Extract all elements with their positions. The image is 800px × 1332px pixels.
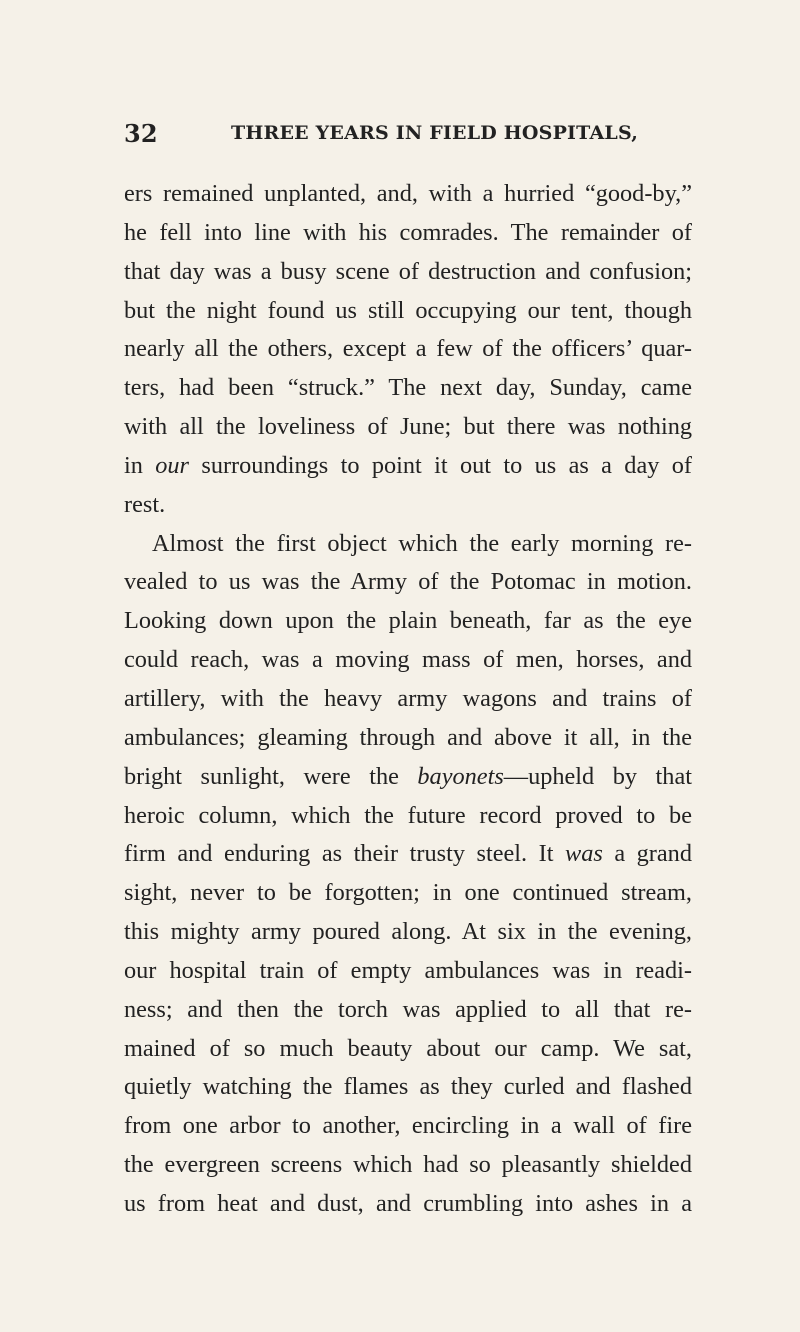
paragraph-start-line: Almost the first object which the early morning re-: [152, 529, 692, 557]
text-line: but the night found us still occupying our tent, though: [124, 296, 692, 324]
page-header: [124, 111, 684, 151]
text-line: ness; and then the torch was applied to all that re-: [124, 995, 692, 1023]
italic-text: bayonets: [417, 762, 504, 790]
text-line: mained of so much beauty about our camp. We sat,: [124, 1034, 692, 1062]
text-line: [124, 758, 692, 797]
page-number: 32: [124, 119, 158, 148]
text-line: nearly all the others, except a few of the officers’ quar-: [124, 335, 692, 363]
text-segment: in: [124, 451, 156, 479]
text-line: [124, 447, 692, 486]
text-line: quietly watching the flames as they curled and flashed: [124, 1073, 692, 1101]
text-segment: —upheld by that: [503, 762, 692, 790]
text-line: us from heat and dust, and crumbling into ashes in a: [124, 1189, 692, 1217]
text-line: sight, never to be forgotten; in one continued stream,: [124, 879, 692, 907]
text-line: artillery, with the heavy army wagons and trains of: [124, 684, 692, 712]
text-line: ers remained unplanted, and, with a hurried “good-by,”: [124, 180, 692, 207]
text-line: this mighty army poured along. At six in the evening,: [124, 918, 692, 946]
text-line: ters, had been “struck.” The next day, Sunday, came: [124, 374, 692, 402]
text-line: vealed to us was the Army of the Potomac in motion.: [124, 568, 692, 596]
text-line: from one arbor to another, encircling in a wall of fire: [124, 1112, 692, 1140]
text-line: could reach, was a moving mass of men, horses, and: [124, 646, 692, 674]
running-head: THREE YEARS IN FIELD HOSPITALS,: [231, 122, 639, 144]
text-line: ambulances; gleaming through and above it all, in the: [124, 723, 692, 751]
paragraph-end-line: rest.: [124, 490, 166, 518]
text-line: Looking down upon the plain beneath, far as the eye: [124, 607, 692, 635]
text-line: with all the loveliness of June; but there was nothing: [124, 413, 692, 441]
text-segment: surroundings to point it out to us as a day of: [189, 451, 692, 479]
text-segment: a grand: [602, 840, 692, 868]
body-text: [124, 175, 692, 1224]
text-line: our hospital train of empty ambulances was in readi-: [124, 956, 692, 984]
text-line: heroic column, which the future record proved to be: [124, 801, 692, 829]
text-line: that day was a busy scene of destruction and confusion;: [124, 257, 692, 285]
italic-text: our: [155, 451, 190, 479]
text-segment: bright sunlight, were the: [124, 762, 418, 790]
text-segment: firm and enduring as their trusty steel. It: [124, 840, 566, 868]
text-line: the evergreen screens which had so pleasantly shielded: [124, 1151, 692, 1179]
text-line: he fell into line with his comrades. The remainder of: [124, 218, 692, 246]
italic-text: was: [565, 840, 603, 868]
text-line: [124, 835, 692, 874]
